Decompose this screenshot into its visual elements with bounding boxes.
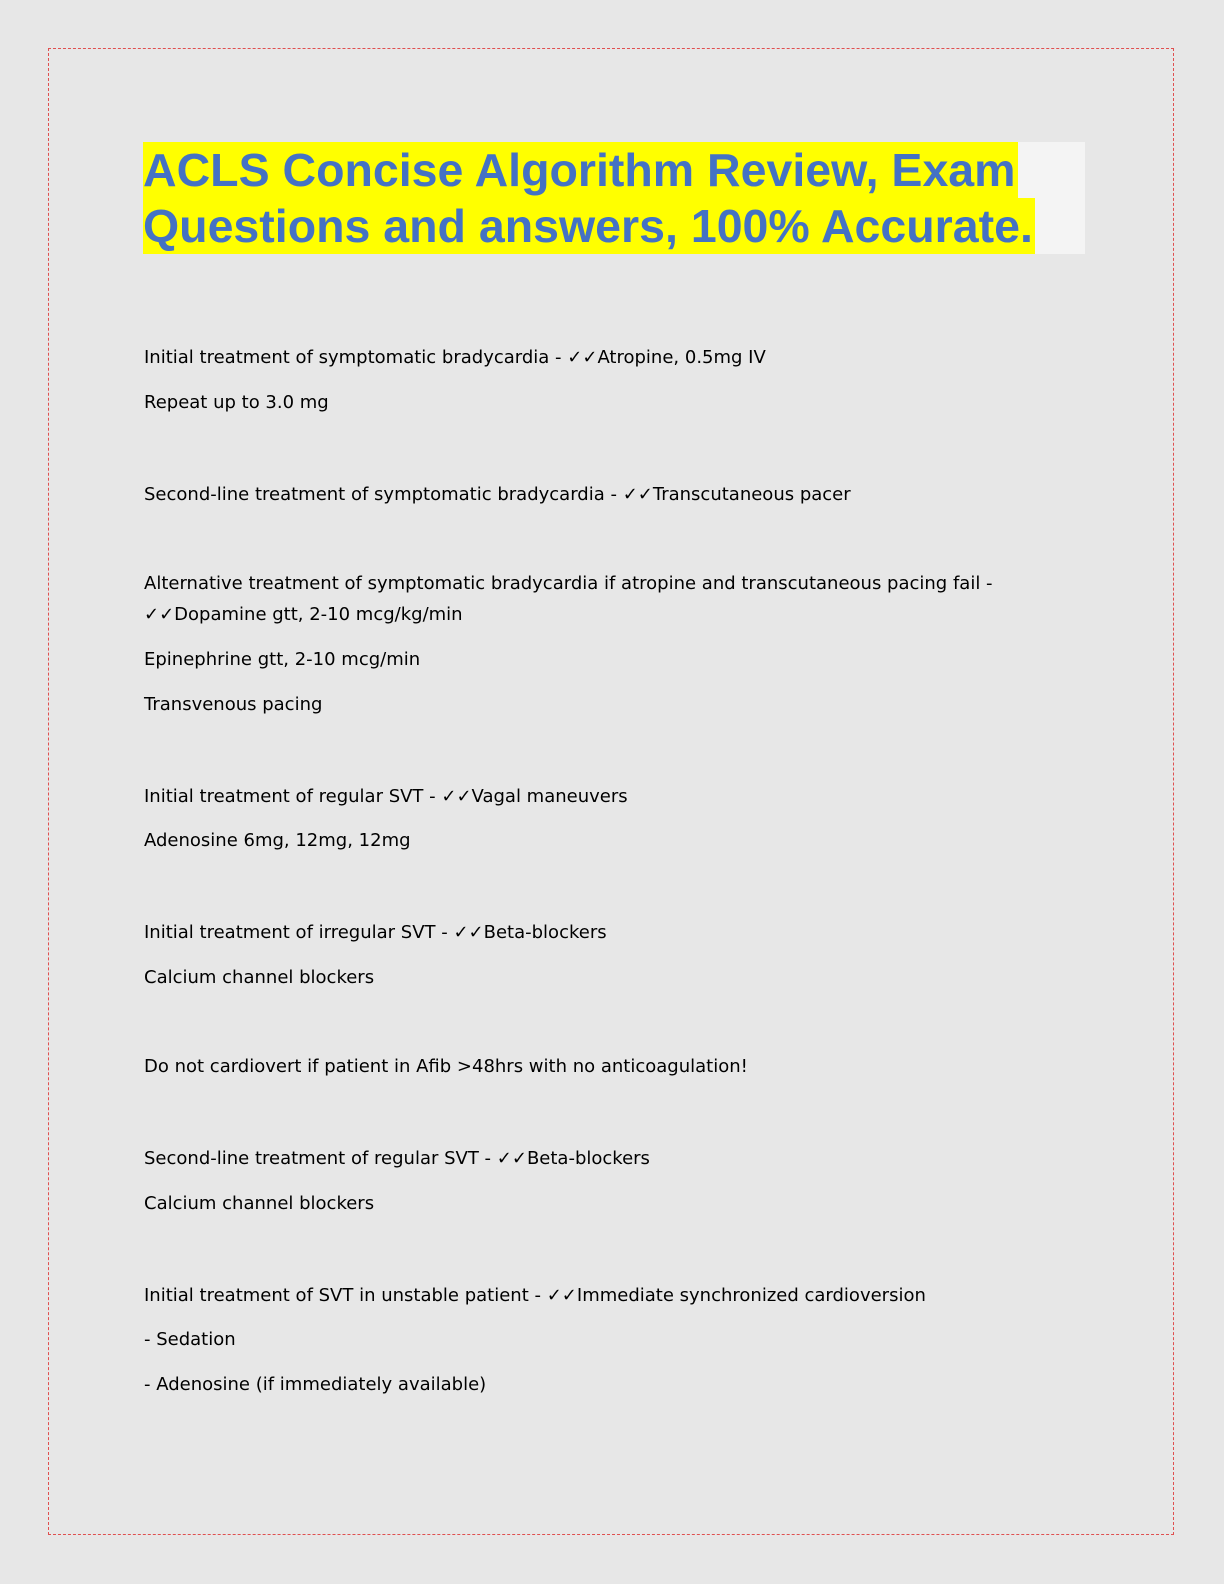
qa-answer — [144, 604, 463, 626]
qa-question — [144, 786, 628, 808]
check-icon: ✓✓ — [453, 922, 484, 943]
question-text: Initial treatment of regular SVT - — [144, 786, 442, 807]
qa-answer-extra: Transvenous pacing — [144, 694, 323, 715]
check-icon: ✓✓ — [546, 1285, 577, 1306]
answer-text: Beta-blockers — [483, 922, 607, 943]
check-icon: ✓✓ — [441, 786, 472, 807]
check-icon: ✓✓ — [496, 1148, 527, 1169]
question-text: Initial treatment of SVT in unstable patient - — [144, 1285, 547, 1306]
qa-answer-extra: Calcium channel blockers — [144, 967, 375, 988]
answer-text: Dopamine gtt, 2-10 mcg/kg/min — [174, 604, 463, 625]
qa-answer-extra: Repeat up to 3.0 mg — [144, 392, 329, 413]
qa-answer-extra: Adenosine 6mg, 12mg, 12mg — [144, 830, 411, 851]
answer-text: Atropine, 0.5mg IV — [597, 347, 766, 368]
qa-question: Alternative treatment of symptomatic bradycardia if atropine and transcutaneous pacing fail - — [144, 573, 993, 594]
qa-question — [144, 347, 766, 369]
check-icon: ✓✓ — [144, 604, 175, 625]
qa-question — [144, 1285, 926, 1307]
qa-answer-extra: - Sedation — [144, 1329, 236, 1350]
answer-text: Transcutaneous pacer — [652, 484, 851, 505]
question-text: Second-line treatment of regular SVT - — [144, 1148, 497, 1169]
check-icon: ✓✓ — [622, 484, 653, 505]
qa-answer-extra: Epinephrine gtt, 2-10 mcg/min — [144, 649, 421, 670]
warning-note: Do not cardiovert if patient in Afib >48hrs with no anticoagulation! — [144, 1056, 748, 1077]
question-text: Initial treatment of symptomatic bradycardia - — [144, 347, 568, 368]
answer-text: Vagal maneuvers — [471, 786, 628, 807]
answer-text: Immediate synchronized cardioversion — [576, 1285, 926, 1306]
qa-answer-extra: Calcium channel blockers — [144, 1193, 375, 1214]
question-text: Initial treatment of irregular SVT - — [144, 922, 454, 943]
check-icon: ✓✓ — [567, 347, 598, 368]
answer-text: Beta-blockers — [526, 1148, 650, 1169]
qa-question — [144, 1148, 650, 1170]
title-line-1: ACLS Concise Algorithm Review, Exam — [143, 144, 1016, 196]
document-title — [143, 142, 1085, 254]
qa-question — [144, 922, 607, 944]
title-line-2: Questions and answers, 100% Accurate. — [143, 200, 1033, 252]
question-text: Second-line treatment of symptomatic bradycardia - — [144, 484, 623, 505]
qa-question — [144, 484, 851, 506]
qa-answer-extra: - Adenosine (if immediately available) — [144, 1374, 487, 1395]
